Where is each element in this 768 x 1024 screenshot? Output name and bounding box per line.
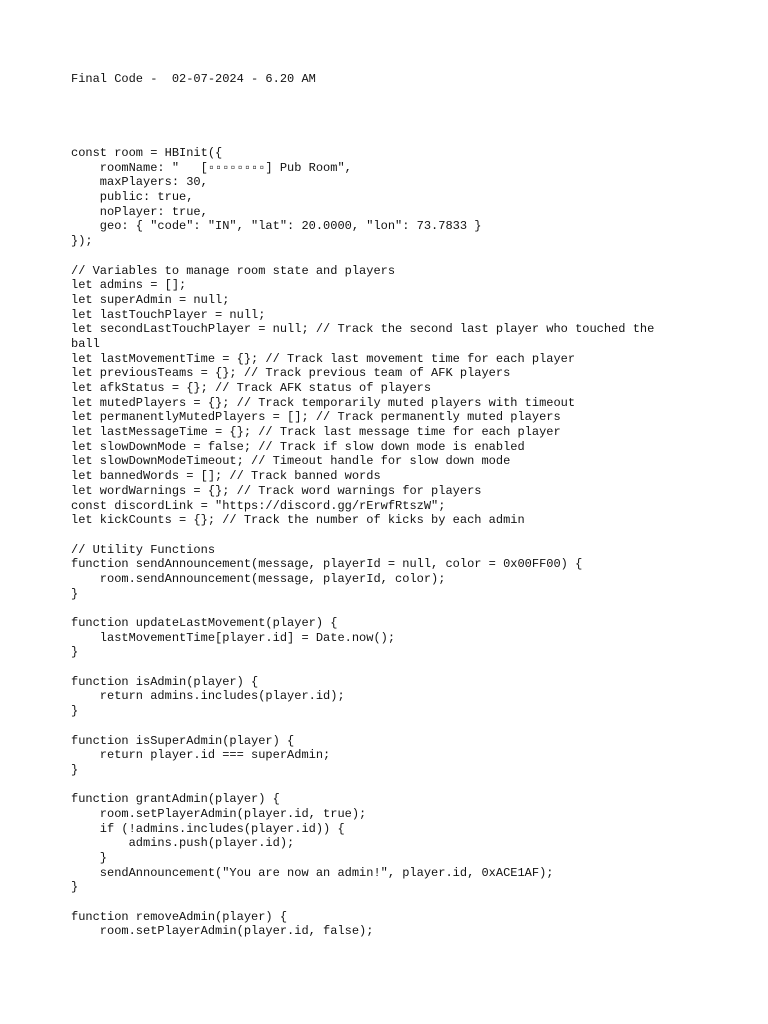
code-line: }	[71, 704, 79, 719]
code-line: public: true,	[71, 190, 194, 205]
code-line: }	[71, 586, 79, 601]
code-line: let wordWarnings = {}; // Track word warnings for players	[71, 483, 482, 498]
code-line	[71, 778, 711, 793]
document-header: Final Code - 02-07-2024 - 6.20 AM	[71, 72, 316, 86]
code-line: return player.id === superAdmin;	[71, 748, 331, 763]
code-line: }	[71, 880, 79, 895]
code-line: ball	[71, 336, 100, 351]
code-line: });	[71, 234, 93, 249]
code-line: roomName: " [▫▫▫▫▫▫▫▫] Pub Room",	[71, 160, 352, 175]
code-line	[71, 660, 711, 675]
code-line	[71, 895, 711, 910]
code-line: }	[71, 645, 79, 660]
code-line: function sendAnnouncement(message, playerId = null, color = 0x00FF00) {	[71, 557, 583, 572]
code-line	[71, 601, 711, 616]
code-line: // Utility Functions	[71, 542, 216, 557]
code-line: room.setPlayerAdmin(player.id, true);	[71, 806, 367, 821]
code-line: geo: { "code": "IN", "lat": 20.0000, "lon": 73.7833 }	[71, 219, 482, 234]
code-line: let slowDownModeTimeout; // Timeout handle for slow down mode	[71, 454, 511, 469]
code-line	[71, 249, 711, 264]
code-line: // Variables to manage room state and players	[71, 263, 396, 278]
code-line: lastMovementTime[player.id] = Date.now();	[71, 630, 396, 645]
code-line: function updateLastMovement(player) {	[71, 616, 338, 630]
code-line: let mutedPlayers = {}; // Track temporarily muted players with timeout	[71, 395, 576, 410]
code-line: function grantAdmin(player) {	[71, 792, 280, 807]
code-line: let bannedWords = []; // Track banned words	[71, 469, 381, 484]
code-line: return admins.includes(player.id);	[71, 689, 345, 704]
code-line: let secondLastTouchPlayer = null; // Track the second last player who touched the	[71, 322, 655, 337]
code-line: const room = HBInit({	[71, 146, 223, 160]
code-line: room.sendAnnouncement(message, playerId, color);	[71, 571, 446, 586]
code-line: let lastTouchPlayer = null;	[71, 307, 266, 322]
code-line: let slowDownMode = false; // Track if slow down mode is enabled	[71, 439, 525, 454]
code-line: let lastMovementTime = {}; // Track last movement time for each player	[71, 351, 576, 366]
code-line: }	[71, 762, 79, 777]
code-listing	[71, 146, 711, 939]
code-line: room.setPlayerAdmin(player.id, false);	[71, 924, 374, 939]
code-line: let superAdmin = null;	[71, 292, 230, 307]
code-line: const discordLink = "https://discord.gg/rErwfRtszW";	[71, 498, 446, 513]
code-line: maxPlayers: 30,	[71, 175, 208, 190]
code-line: let kickCounts = {}; // Track the number of kicks by each admin	[71, 513, 525, 528]
code-line: sendAnnouncement("You are now an admin!", player.id, 0xACE1AF);	[71, 865, 554, 880]
code-line: if (!admins.includes(player.id)) {	[71, 821, 345, 836]
code-line: let previousTeams = {}; // Track previous team of AFK players	[71, 366, 511, 381]
code-line: }	[71, 851, 108, 865]
code-line	[71, 528, 711, 543]
code-line: let permanentlyMutedPlayers = []; // Track permanently muted players	[71, 410, 561, 425]
code-line: let lastMessageTime = {}; // Track last message time for each player	[71, 425, 561, 440]
code-line: noPlayer: true,	[71, 204, 208, 219]
code-line: function isAdmin(player) {	[71, 674, 259, 689]
code-line: admins.push(player.id);	[71, 836, 295, 851]
code-line: function removeAdmin(player) {	[71, 909, 288, 924]
code-line: let afkStatus = {}; // Track AFK status of players	[71, 381, 432, 395]
code-line: let admins = [];	[71, 278, 187, 293]
code-line	[71, 719, 711, 734]
code-line: function isSuperAdmin(player) {	[71, 733, 295, 748]
